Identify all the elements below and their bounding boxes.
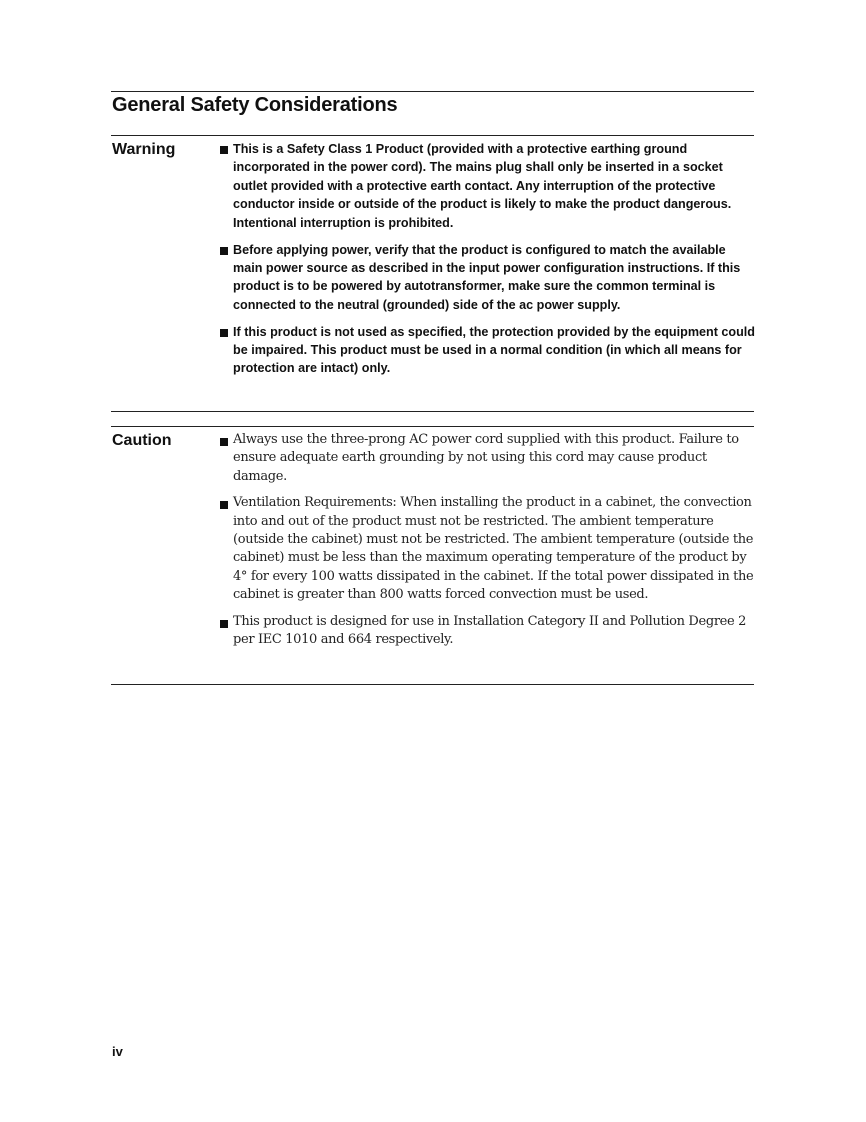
warning-item — [218, 140, 758, 232]
top-rule — [111, 91, 754, 92]
caution-item-text: This product is designed for use in Installation Category II and Pollution Degree 2 per IEC 1010 and 664 respectively. — [233, 613, 747, 648]
caution-top-rule — [111, 426, 754, 427]
warning-item-text: Before applying power, verify that the product is configured to match the available main power source as described in the input power configuration instructions. If this product is to be powered by autotransformer, make sure the common terminal is connected to the neutral (grounded) side of the ac power supply. — [233, 242, 741, 312]
caution-bottom-rule — [111, 684, 754, 685]
square-bullet-icon — [220, 146, 228, 154]
caution-label: Caution — [112, 432, 172, 449]
square-bullet-icon — [220, 247, 228, 255]
square-bullet-icon — [220, 501, 228, 509]
caution-list — [218, 431, 758, 658]
caution-item-text: Always use the three-prong AC power cord supplied with this product. Failure to ensure adequate earth grounding by not using this cord may cause product damage. — [233, 432, 739, 484]
title-rule — [111, 135, 754, 136]
section-title: General Safety Considerations — [112, 94, 398, 116]
warning-item — [218, 323, 758, 378]
caution-item — [218, 494, 758, 604]
warning-item-text: This is a Safety Class 1 Product (provided with a protective earthing ground incorporated in the power cord). The mains plug shall only be inserted in a socket outlet provided with a protective earth contact. Any interruption of the protective conductor inside or outside of the product is likely to make the product dangerous. Intentional interruption is prohibited. — [233, 142, 732, 230]
square-bullet-icon — [220, 329, 228, 337]
warning-list — [218, 140, 758, 386]
square-bullet-icon — [220, 620, 228, 628]
square-bullet-icon — [220, 438, 228, 446]
warning-bottom-rule — [111, 411, 754, 412]
warning-label: Warning — [112, 141, 176, 158]
warning-item-text: If this product is not used as specified, the protection provided by the equipment could be impaired. This product must be used in a normal condition (in which all means for protection are intact) only. — [233, 324, 755, 376]
page-number: iv — [112, 1044, 123, 1059]
caution-item-text: Ventilation Requirements: When installing the product in a cabinet, the convection into and out of the product must not be restricted. The ambient temperature (outside the cabinet) must not be restricted. The ambient temperature (outside the cabinet) must be less than the maximum operating temperature of the product by 4° for every 100 watts dissipated in the cabinet. If the total power dissipated in the cabinet is greater than 800 watts forced convection must be used. — [233, 495, 754, 602]
caution-item — [218, 431, 758, 486]
warning-item — [218, 241, 758, 315]
caution-item — [218, 613, 758, 650]
